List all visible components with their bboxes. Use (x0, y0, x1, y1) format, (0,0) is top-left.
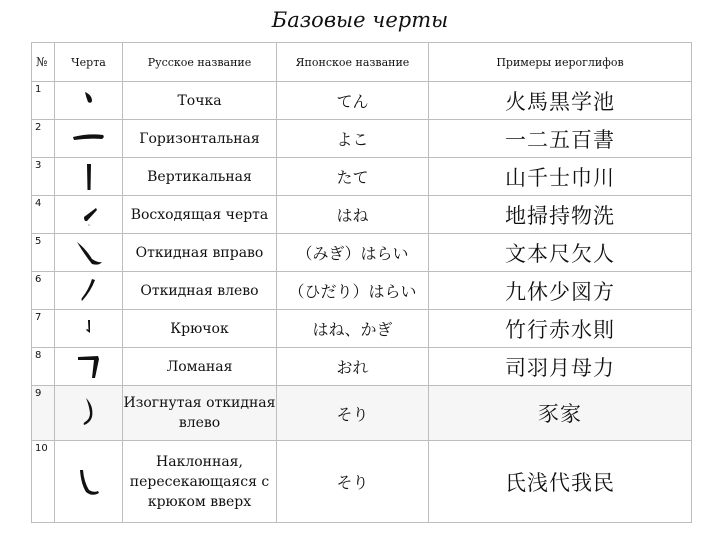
row-number: 10 (32, 441, 55, 523)
russian-name: Ломаная (123, 348, 277, 386)
row-number: 1 (32, 82, 55, 120)
japanese-name: よこ (277, 120, 429, 158)
table-row (32, 82, 692, 120)
rising-stroke-icon (74, 199, 104, 231)
examples: 山千士巾川 (429, 158, 692, 196)
page-title: Базовые черты (271, 8, 449, 32)
japanese-name: そり (277, 441, 429, 523)
row-number: 4 (32, 196, 55, 234)
table-row (32, 272, 692, 310)
dot-stroke-icon (74, 86, 104, 116)
russian-name: Точка (123, 82, 277, 120)
table-row (32, 310, 692, 348)
horizontal-stroke-icon (69, 124, 109, 154)
header-russian-name: Русское название (123, 43, 277, 82)
examples: 九休少図方 (429, 272, 692, 310)
examples: 司羽月母力 (429, 348, 692, 386)
japanese-name: そり (277, 386, 429, 441)
table-header-row (32, 43, 692, 82)
stroke-cell (55, 82, 123, 120)
row-number: 3 (32, 158, 55, 196)
row-number: 6 (32, 272, 55, 310)
stroke-cell (55, 272, 123, 310)
table-row (32, 348, 692, 386)
russian-name: Откидная вправо (123, 234, 277, 272)
stroke-cell (55, 310, 123, 348)
row-number: 7 (32, 310, 55, 348)
japanese-name: （ひだり）はらい (277, 272, 429, 310)
stroke-cell (55, 158, 123, 196)
table-row (32, 234, 692, 272)
examples: 地掃持物洗 (429, 196, 692, 234)
table-row (32, 386, 692, 441)
vertical-stroke-icon (74, 161, 104, 193)
stroke-cell (55, 348, 123, 386)
table-row (32, 441, 692, 523)
strokes-table (31, 42, 692, 523)
hook-stroke-icon (74, 313, 104, 345)
header-japanese-name: Японское название (277, 43, 429, 82)
japanese-name: おれ (277, 348, 429, 386)
stroke-cell (55, 234, 123, 272)
row-number: 5 (32, 234, 55, 272)
examples: 文本尺欠人 (429, 234, 692, 272)
japanese-name: はね (277, 196, 429, 234)
examples: 一二五百書 (429, 120, 692, 158)
bent-stroke-icon (72, 351, 106, 383)
stroke-cell (55, 441, 123, 523)
examples: 豕家 (429, 386, 692, 441)
header-number: № (32, 43, 55, 82)
table-row (32, 120, 692, 158)
row-number: 8 (32, 348, 55, 386)
japanese-name: てん (277, 82, 429, 120)
russian-name: Изогнутая откидная влево (123, 386, 277, 441)
stroke-cell (55, 120, 123, 158)
table-row (32, 196, 692, 234)
japanese-name: （みぎ）はらい (277, 234, 429, 272)
examples: 火馬黒学池 (429, 82, 692, 120)
header-stroke: Черта (55, 43, 123, 82)
japanese-name: たて (277, 158, 429, 196)
russian-name: Горизонтальная (123, 120, 277, 158)
russian-name: Наклонная, пересекающаяся с крюком вверх (123, 441, 277, 523)
curved-left-stroke-icon (74, 393, 104, 433)
row-number: 2 (32, 120, 55, 158)
slanted-hook-stroke-icon (72, 462, 106, 502)
russian-name: Откидная влево (123, 272, 277, 310)
right-falling-stroke-icon (72, 237, 106, 269)
stroke-cell (55, 196, 123, 234)
examples: 氏浅代我民 (429, 441, 692, 523)
header-examples: Примеры иероглифов (429, 43, 692, 82)
japanese-name: はね、かぎ (277, 310, 429, 348)
stroke-cell (55, 386, 123, 441)
examples: 竹行赤水則 (429, 310, 692, 348)
russian-name: Восходящая черта (123, 196, 277, 234)
russian-name: Вертикальная (123, 158, 277, 196)
russian-name: Крючок (123, 310, 277, 348)
table-row (32, 158, 692, 196)
row-number: 9 (32, 386, 55, 441)
left-falling-stroke-icon (74, 275, 104, 307)
